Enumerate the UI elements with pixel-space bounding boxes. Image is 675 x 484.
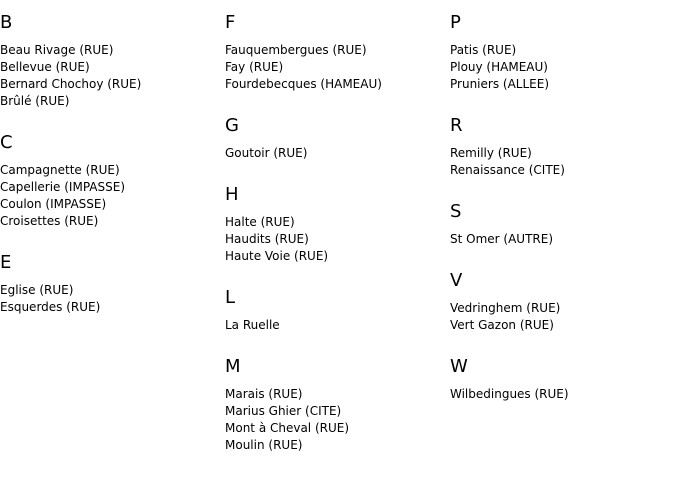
street-link[interactable]: Moulin (RUE) xyxy=(225,438,303,452)
letter-heading: L xyxy=(225,287,236,308)
street-list xyxy=(225,317,447,334)
letter-section-l xyxy=(225,287,447,334)
letter-section-s xyxy=(450,201,672,248)
letter-section-f xyxy=(225,12,447,93)
street-link[interactable]: Patis (RUE) xyxy=(450,43,517,57)
street-list xyxy=(225,386,447,454)
street-link[interactable]: Eglise (RUE) xyxy=(0,283,74,297)
letter-section-p xyxy=(450,12,672,93)
letter-section-c xyxy=(0,132,222,230)
letter-heading: F xyxy=(225,12,236,33)
letter-section-w xyxy=(450,356,672,403)
street-link[interactable]: Pruniers (ALLEE) xyxy=(450,77,549,91)
street-link[interactable]: Remilly (RUE) xyxy=(450,146,532,160)
street-link[interactable]: Vert Gazon (RUE) xyxy=(450,318,554,332)
street-list xyxy=(450,386,672,403)
letter-heading: S xyxy=(450,201,462,222)
letter-heading: B xyxy=(0,12,13,33)
street-link[interactable]: Brûlé (RUE) xyxy=(0,94,70,108)
street-list xyxy=(450,145,672,179)
letter-heading: V xyxy=(450,270,463,291)
letter-heading: G xyxy=(225,115,239,136)
street-list xyxy=(0,282,222,316)
letter-heading: C xyxy=(0,132,13,153)
street-list xyxy=(0,162,222,230)
street-link[interactable]: Fay (RUE) xyxy=(225,60,284,74)
street-link[interactable]: Croisettes (RUE) xyxy=(0,214,99,228)
letter-section-e xyxy=(0,252,222,316)
street-link[interactable]: Marais (RUE) xyxy=(225,387,303,401)
street-link[interactable]: St Omer (AUTRE) xyxy=(450,232,554,246)
letter-section-h xyxy=(225,184,447,265)
street-link[interactable]: Goutoir (RUE) xyxy=(225,146,308,160)
street-list xyxy=(225,145,447,162)
street-link[interactable]: Bellevue (RUE) xyxy=(0,60,90,74)
street-link[interactable]: La Ruelle xyxy=(225,318,280,332)
letter-heading: P xyxy=(450,12,461,33)
letter-heading: R xyxy=(450,115,463,136)
letter-heading: H xyxy=(225,184,239,205)
column-1 xyxy=(0,12,222,338)
column-2 xyxy=(225,12,447,476)
street-link[interactable]: Haute Voie (RUE) xyxy=(225,249,329,263)
street-link[interactable]: Marius Ghier (CITE) xyxy=(225,404,342,418)
letter-heading: M xyxy=(225,356,241,377)
letter-heading: W xyxy=(450,356,468,377)
street-link[interactable]: Esquerdes (RUE) xyxy=(0,300,101,314)
street-link[interactable]: Fourdebecques (HAMEAU) xyxy=(225,77,382,91)
street-link[interactable]: Coulon (IMPASSE) xyxy=(0,197,107,211)
street-list xyxy=(225,42,447,93)
street-link[interactable]: Plouy (HAMEAU) xyxy=(450,60,548,74)
column-3 xyxy=(450,12,672,425)
street-link[interactable]: Capellerie (IMPASSE) xyxy=(0,180,125,194)
street-list xyxy=(0,42,222,110)
street-link[interactable]: Beau Rivage (RUE) xyxy=(0,43,114,57)
street-link[interactable]: Haudits (RUE) xyxy=(225,232,309,246)
street-list xyxy=(450,300,672,334)
letter-section-v xyxy=(450,270,672,334)
street-link[interactable]: Wilbedingues (RUE) xyxy=(450,387,569,401)
street-link[interactable]: Vedringhem (RUE) xyxy=(450,301,561,315)
street-link[interactable]: Campagnette (RUE) xyxy=(0,163,120,177)
street-list xyxy=(450,231,672,248)
street-link[interactable]: Halte (RUE) xyxy=(225,215,295,229)
street-link[interactable]: Fauquembergues (RUE) xyxy=(225,43,367,57)
street-list xyxy=(225,214,447,265)
street-link[interactable]: Bernard Chochoy (RUE) xyxy=(0,77,142,91)
street-link[interactable]: Renaissance (CITE) xyxy=(450,163,565,177)
letter-heading: E xyxy=(0,252,12,273)
street-list xyxy=(450,42,672,93)
letter-section-g xyxy=(225,115,447,162)
letter-section-m xyxy=(225,356,447,454)
street-link[interactable]: Mont à Cheval (RUE) xyxy=(225,421,350,435)
letter-section-r xyxy=(450,115,672,179)
letter-section-b xyxy=(0,12,222,110)
